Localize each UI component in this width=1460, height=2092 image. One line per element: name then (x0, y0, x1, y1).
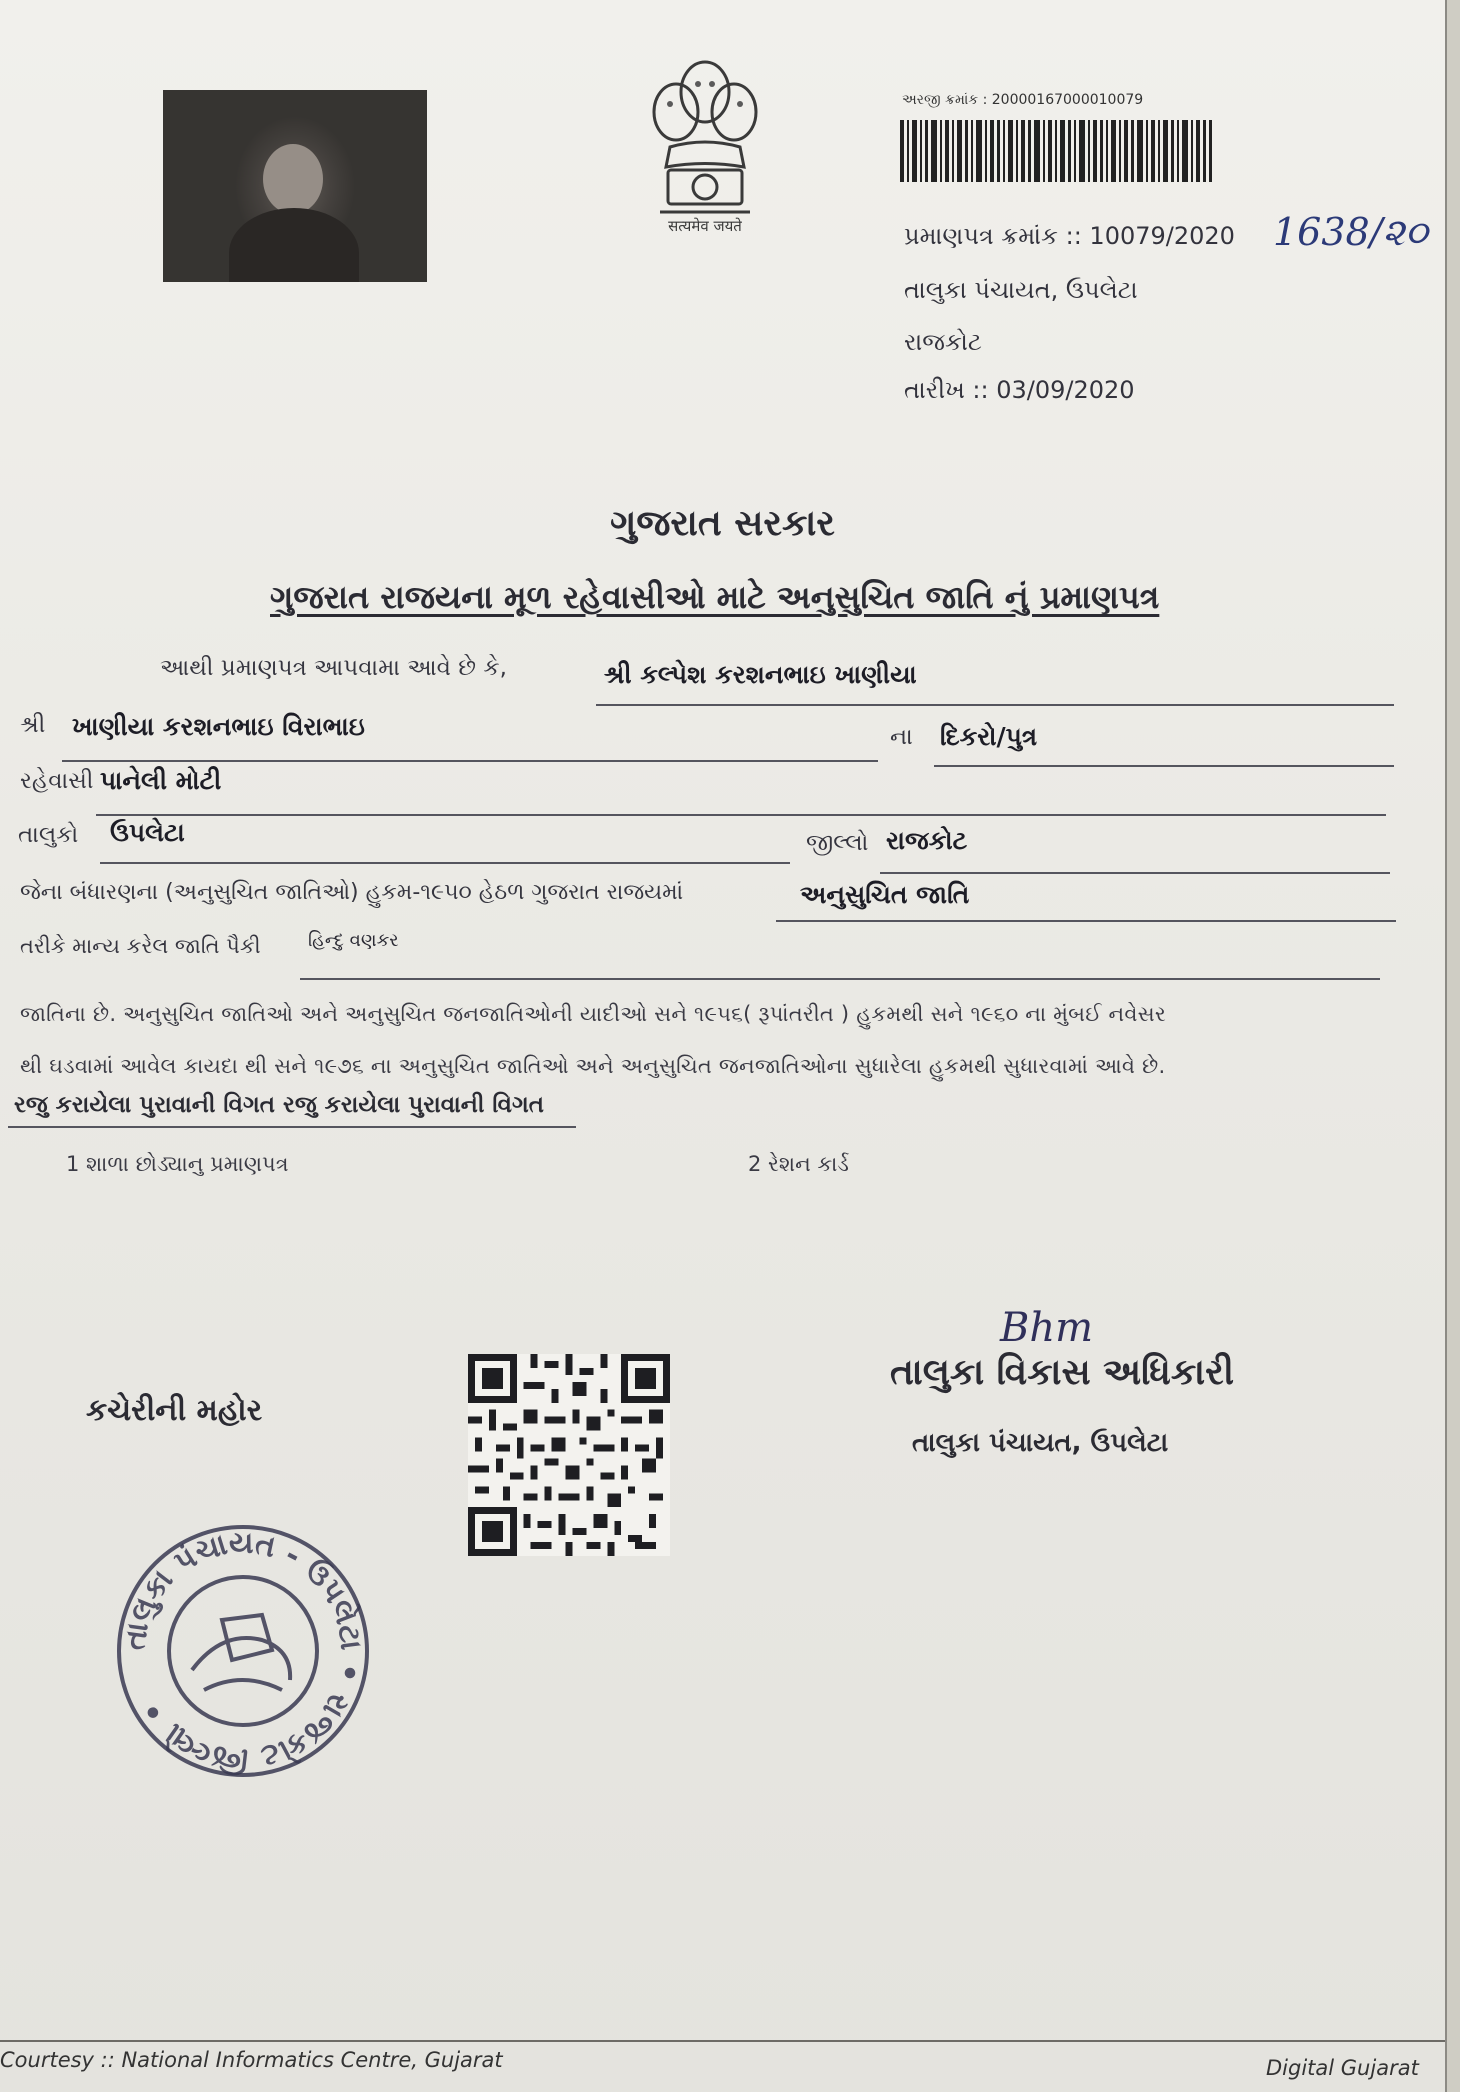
taluka-rule (100, 862, 790, 864)
constitution-label: જેના બંધારણના (અનુસુચિત જાતિઓ) હુકમ-૧૯૫૦ હેઠળ ગુજરાત રાજયમાં (20, 880, 684, 905)
issuing-office: તાલુકા પંચાયત, ઉપલેટા (904, 276, 1138, 304)
certificate-number: પ્રમાણપત્ર ક્રમાંક :: 10079/2020 (904, 222, 1235, 250)
district-label: જીલ્લો (806, 830, 869, 856)
documents-heading: રજુ કરાયેલા પુરાવાની વિગત રજુ કરાયેલા પુરાવાની વિગત (14, 1092, 544, 1118)
footer-rule (0, 2040, 1445, 2042)
village-rule (96, 814, 1386, 816)
certificate-number-handwritten: 1638/૨૦ (1273, 210, 1428, 254)
issue-date: તારીખ :: 03/09/2020 (904, 376, 1135, 404)
father-name-rule (62, 760, 878, 762)
photo-face (263, 144, 323, 214)
father-name: ખાણીયા કરશનભાઇ વિરાભાઇ (72, 712, 365, 741)
stamp-ring-text: તાલુકા પંચાયત - ઉપલેટા • રાજકોટ જિલ્લો • (117, 1525, 369, 1778)
footer-brand: Digital Gujarat (1266, 2056, 1419, 2080)
intro-label: આથી પ્રમાણપત્ર આપવામા આવે છે કે, (160, 655, 507, 681)
taluka-label: તાલુકો (18, 822, 79, 848)
officer-title: તાલુકા વિકાસ અધિકારી (890, 1352, 1235, 1393)
certificate-title: ગુજરાત રાજયના મૂળ રહેવાસીઓ માટે અનુસુચિત જાતિ નું પ્રમાણપત્ર (270, 578, 1160, 616)
officer-signature: Bhm (1000, 1305, 1094, 1351)
caste-label: તરીકે માન્ય કરેલ જાતિ પૈકી (20, 934, 261, 958)
caste-rule (300, 978, 1380, 980)
village-value: પાનેલી મોટી (100, 766, 222, 795)
category-rule (776, 920, 1396, 922)
officer-office: તાલુકા પંચાયત, ઉપલેટા (912, 1428, 1169, 1458)
applicant-name-rule (596, 704, 1394, 706)
category-value: અનુસુચિત જાતિ (800, 880, 970, 909)
applicant-name: શ્રી કલ્પેશ કરશનભાઇ ખાણીયા (604, 660, 917, 689)
legal-paragraph-line-1: જાતિના છે. અનુસુચિત જાતિઓ અને અનુસુચિત જનજાતિઓની યાદીઓ સને ૧૯૫૬( રૂપાંતરીત ) હુકમથી સને ૧૯૬૦ ના મુંબઈ નવેસર (20, 1002, 1166, 1026)
document-item: 1 શાળા છોડ્યાનુ પ્રમાણપત્ર (66, 1152, 289, 1176)
footer-courtesy: Courtesy :: National Informatics Centre, Gujarat (0, 2048, 503, 2072)
district-value: રાજકોટ (886, 826, 968, 855)
resident-label: રહેવાસી (20, 768, 94, 794)
issuing-district: રાજકોટ (904, 328, 982, 356)
office-seal-label: કચેરીની મહોર (86, 1393, 263, 1428)
caste-value: હિન્દુ વણકર (308, 930, 399, 951)
applicant-photo (163, 90, 427, 282)
office-stamp-icon (112, 1520, 374, 1782)
government-title: ગુજરાત સરકાર (610, 503, 835, 544)
qr-code-icon (468, 1352, 670, 1558)
documents-heading-rule (8, 1126, 576, 1128)
emblem-motto: सत्यमेव जयते (668, 217, 742, 235)
relation-rule (934, 765, 1394, 767)
shri-label: શ્રી (20, 712, 46, 738)
national-emblem-icon (640, 52, 770, 242)
application-number: અરજી ક્રમાંક : 20000167000010079 (902, 92, 1144, 108)
relation-value: દિકરો/પુત્ર (940, 722, 1038, 751)
na-label: ના (890, 724, 913, 750)
district-rule (880, 872, 1390, 874)
legal-paragraph-line-2: થી ઘડવામાં આવેલ કાયદા થી સને ૧૯૭૬ ના અનુસુચિત જાતિઓ અને અનુસુચિત જનજાતિઓના સુધારેલા હુકમથી સુધારવામાં આવે છે. (20, 1054, 1166, 1078)
photo-body (229, 208, 359, 282)
document-item: 2 રેશન કાર્ડ (748, 1152, 849, 1176)
barcode-icon (900, 120, 1212, 182)
taluka-value: ઉપલેટા (110, 818, 185, 847)
